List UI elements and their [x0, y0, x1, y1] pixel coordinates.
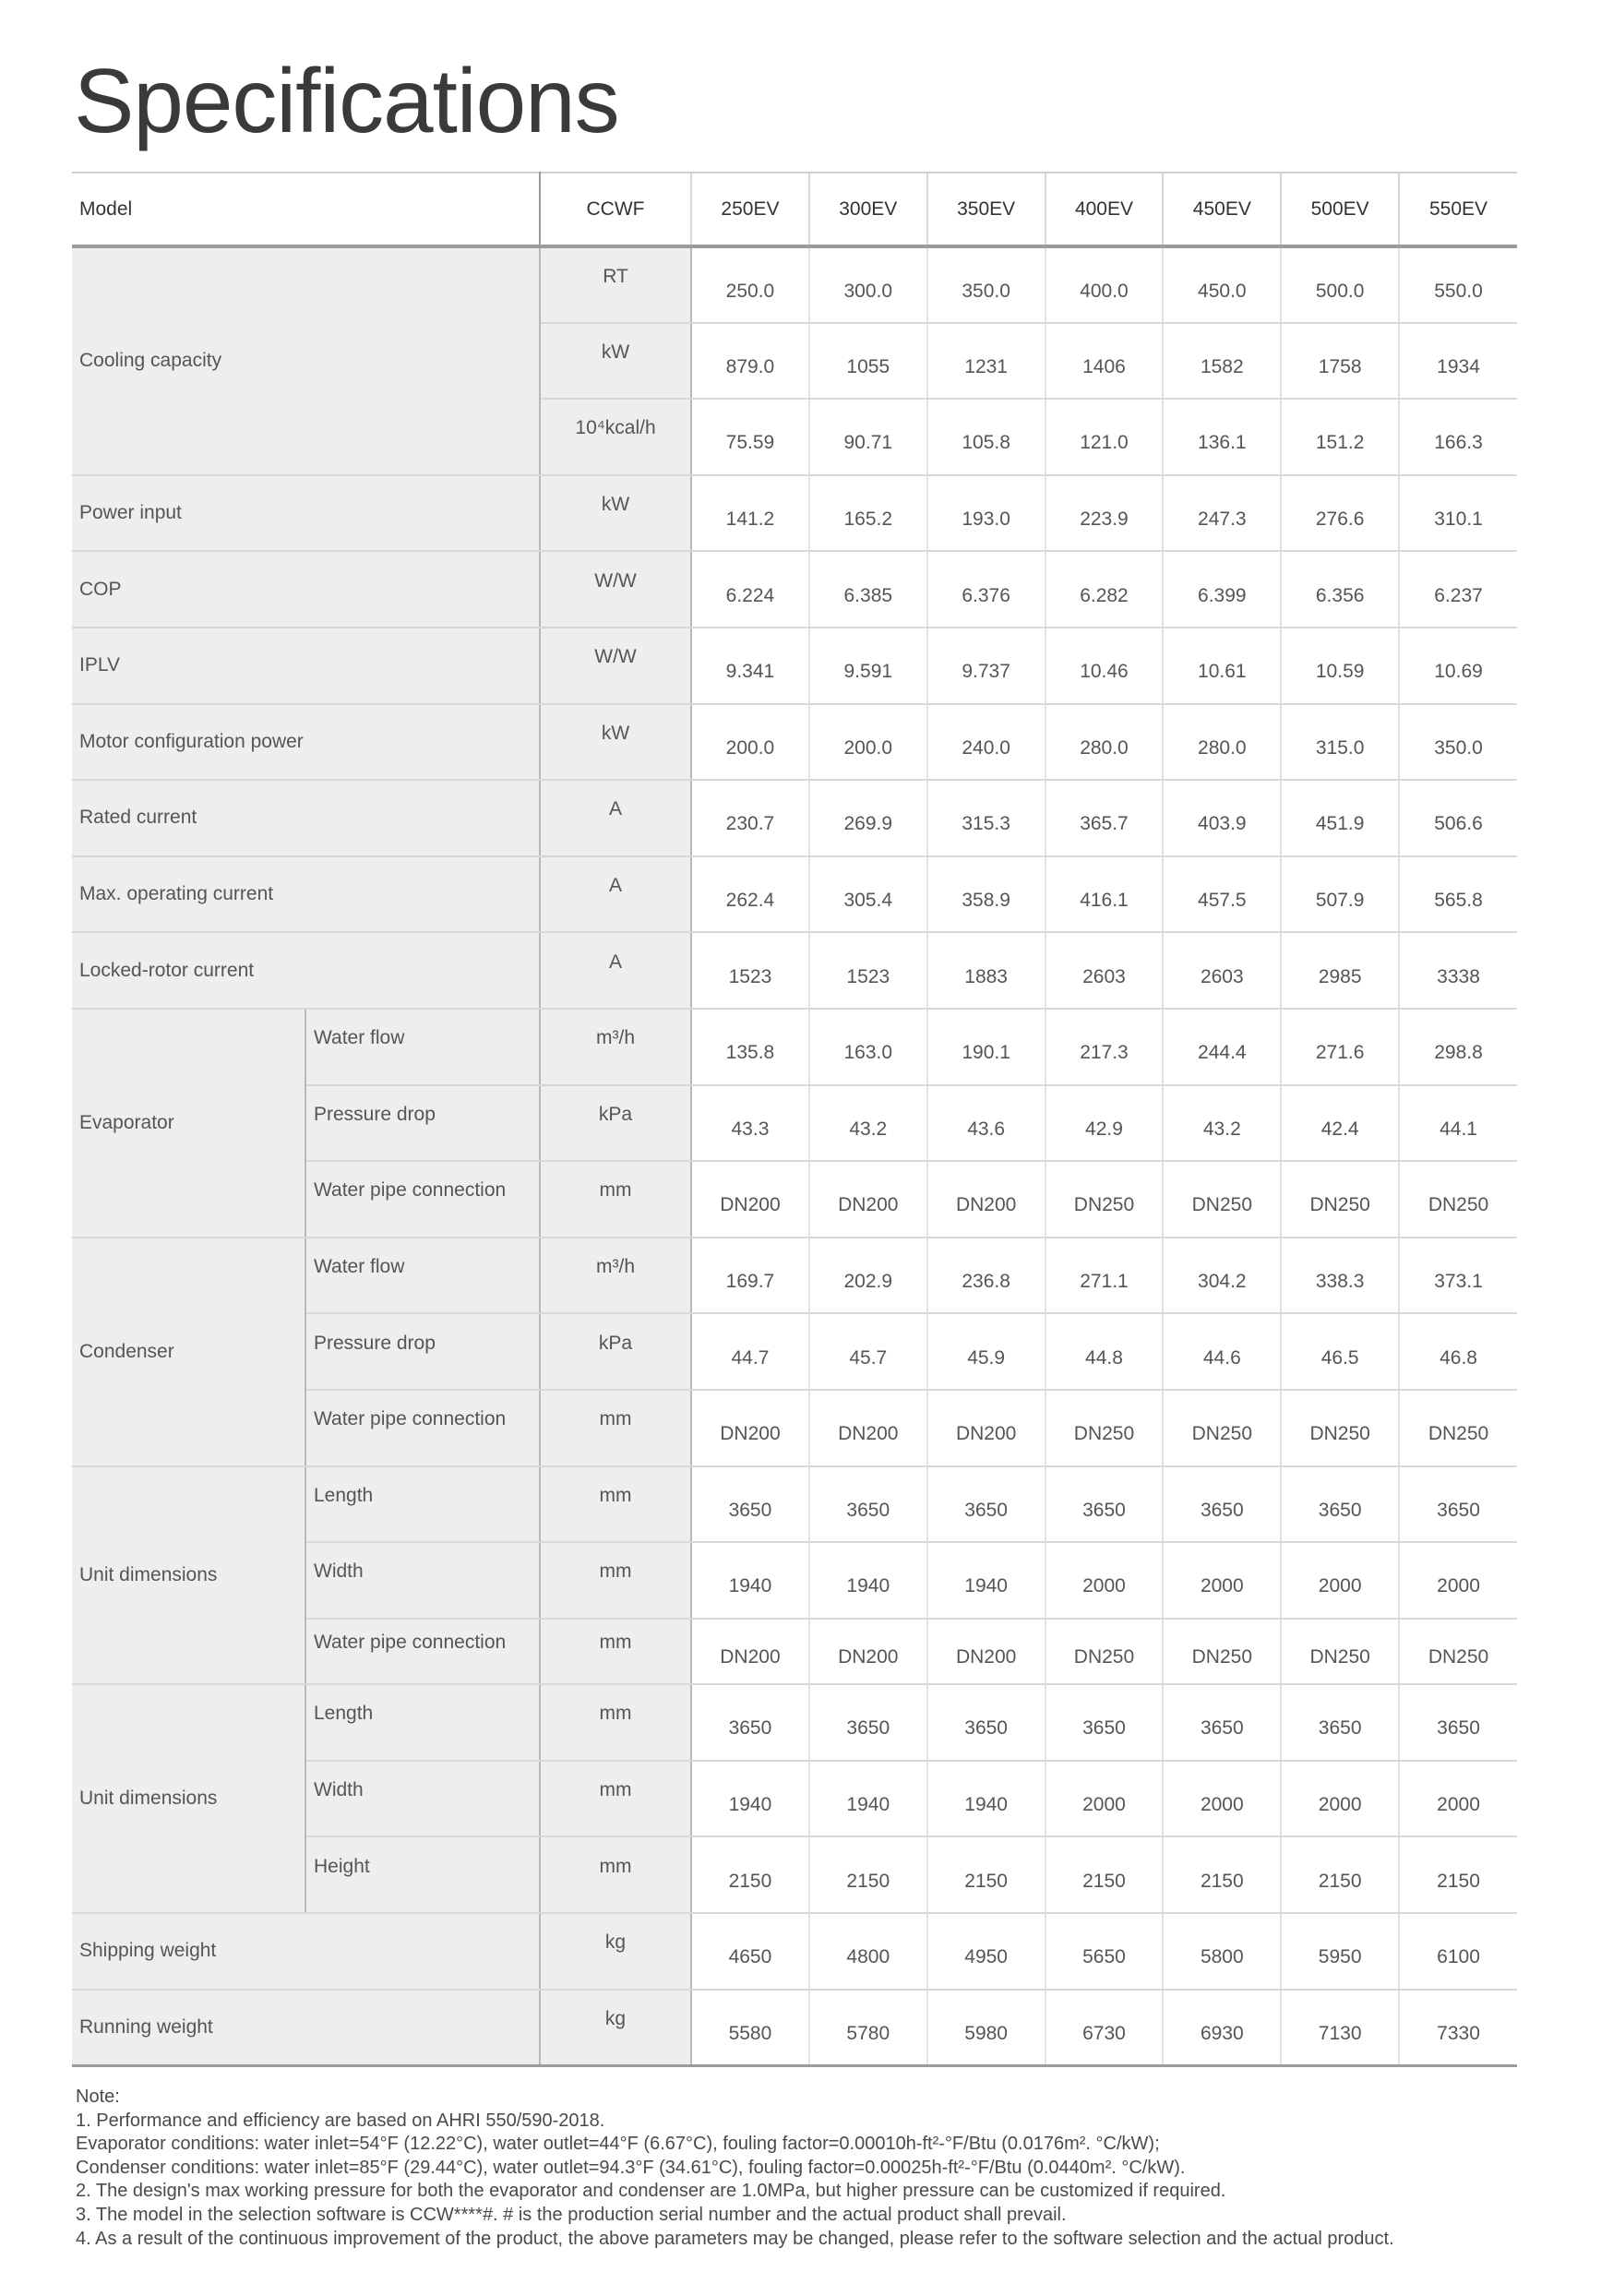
- table-row: [72, 1990, 1517, 2066]
- table-row: [72, 475, 1517, 552]
- value-cell: 280.0: [1045, 704, 1164, 781]
- value-cell: 2000: [1163, 1542, 1281, 1619]
- note-line: 3. The model in the selection software is CCW****#. # is the production serial number and the actual product shall prevail.: [76, 2204, 1067, 2225]
- table-row: [72, 246, 1517, 323]
- value-cell: 42.9: [1045, 1085, 1164, 1162]
- row-label: COP: [72, 551, 540, 628]
- table-row: [72, 1009, 1517, 1085]
- row-unit: kW: [540, 323, 691, 400]
- value-cell: 365.7: [1045, 780, 1164, 856]
- value-cell: 44.1: [1399, 1085, 1517, 1162]
- header-model-300ev: 300EV: [809, 173, 927, 246]
- value-cell: 416.1: [1045, 856, 1164, 933]
- value-cell: 507.9: [1281, 856, 1399, 933]
- value-cell: DN200: [691, 1390, 809, 1466]
- value-cell: 358.9: [927, 856, 1045, 933]
- row-unit: m³/h: [540, 1238, 691, 1314]
- value-cell: 141.2: [691, 475, 809, 552]
- value-cell: 236.8: [927, 1238, 1045, 1314]
- value-cell: 165.2: [809, 475, 927, 552]
- value-cell: 1940: [809, 1542, 927, 1619]
- row-sublabel: Height: [305, 1836, 540, 1913]
- row-unit: kPa: [540, 1313, 691, 1390]
- value-cell: 10.69: [1399, 628, 1517, 704]
- value-cell: 2150: [1399, 1836, 1517, 1913]
- value-cell: DN250: [1045, 1161, 1164, 1238]
- value-cell: DN250: [1281, 1161, 1399, 1238]
- value-cell: 43.2: [809, 1085, 927, 1162]
- value-cell: 42.4: [1281, 1085, 1399, 1162]
- value-cell: DN250: [1399, 1619, 1517, 1685]
- value-cell: 3650: [1045, 1684, 1164, 1761]
- value-cell: 280.0: [1163, 704, 1281, 781]
- row-sublabel: Length: [305, 1684, 540, 1761]
- value-cell: 44.6: [1163, 1313, 1281, 1390]
- note-line: Condenser conditions: water inlet=85°F (29.44°C), water outlet=94.3°F (34.61°C), fouling factor=0.00025h-ft²-°F/Btu (0.0440m². °C/kW).: [76, 2157, 1186, 2178]
- row-sublabel: Water pipe connection: [305, 1619, 540, 1685]
- row-unit: mm: [540, 1619, 691, 1685]
- value-cell: 1883: [927, 932, 1045, 1009]
- row-sublabel: Pressure drop: [305, 1313, 540, 1390]
- value-cell: 3650: [691, 1684, 809, 1761]
- value-cell: 3650: [1399, 1684, 1517, 1761]
- value-cell: 43.2: [1163, 1085, 1281, 1162]
- table-row: [72, 1466, 1517, 1543]
- value-cell: 6.282: [1045, 551, 1164, 628]
- value-cell: 1406: [1045, 323, 1164, 400]
- table-row: [72, 856, 1517, 933]
- value-cell: 1940: [809, 1761, 927, 1837]
- row-label: IPLV: [72, 628, 540, 704]
- value-cell: 10.61: [1163, 628, 1281, 704]
- value-cell: DN250: [1399, 1390, 1517, 1466]
- note-line: 4. As a result of the continuous improvement of the product, the above parameters may be changed, please refer to the software selection and the actual product.: [76, 2228, 1394, 2249]
- row-unit: RT: [540, 246, 691, 323]
- value-cell: DN200: [927, 1161, 1045, 1238]
- value-cell: DN200: [927, 1390, 1045, 1466]
- value-cell: DN250: [1281, 1390, 1399, 1466]
- value-cell: 75.59: [691, 399, 809, 475]
- row-label: Cooling capacity: [72, 246, 540, 475]
- note-line: Evaporator conditions: water inlet=54°F (12.22°C), water outlet=44°F (6.67°C), fouling factor=0.00010h-ft²-°F/Btu (0.0176m². °C/kW);: [76, 2134, 1160, 2155]
- table-row: [72, 780, 1517, 856]
- value-cell: 2603: [1163, 932, 1281, 1009]
- value-cell: 373.1: [1399, 1238, 1517, 1314]
- value-cell: 44.8: [1045, 1313, 1164, 1390]
- value-cell: 5650: [1045, 1913, 1164, 1990]
- value-cell: 10.59: [1281, 628, 1399, 704]
- value-cell: 1940: [691, 1761, 809, 1837]
- specifications-table: [72, 172, 1517, 2067]
- value-cell: 2000: [1281, 1761, 1399, 1837]
- value-cell: DN200: [809, 1390, 927, 1466]
- value-cell: 269.9: [809, 780, 927, 856]
- header-model-350ev: 350EV: [927, 173, 1045, 246]
- value-cell: 300.0: [809, 246, 927, 323]
- value-cell: 271.6: [1281, 1009, 1399, 1085]
- row-label: Running weight: [72, 1990, 540, 2066]
- value-cell: DN250: [1281, 1619, 1399, 1685]
- value-cell: 4650: [691, 1913, 809, 1990]
- value-cell: 200.0: [809, 704, 927, 781]
- value-cell: 5800: [1163, 1913, 1281, 1990]
- table-header-row: [72, 173, 1517, 246]
- value-cell: 5980: [927, 1990, 1045, 2066]
- row-unit: kPa: [540, 1085, 691, 1162]
- value-cell: DN250: [1163, 1390, 1281, 1466]
- header-model: Model: [72, 173, 540, 246]
- row-sublabel: Width: [305, 1761, 540, 1837]
- value-cell: 2150: [691, 1836, 809, 1913]
- value-cell: 315.3: [927, 780, 1045, 856]
- value-cell: 2000: [1045, 1761, 1164, 1837]
- value-cell: 3650: [1281, 1684, 1399, 1761]
- table-row: [72, 551, 1517, 628]
- row-sublabel: Water pipe connection: [305, 1390, 540, 1466]
- value-cell: 3338: [1399, 932, 1517, 1009]
- row-unit: W/W: [540, 628, 691, 704]
- value-cell: 3650: [1281, 1466, 1399, 1543]
- table-row: [72, 1684, 1517, 1761]
- row-unit: kW: [540, 704, 691, 781]
- value-cell: 2150: [1045, 1836, 1164, 1913]
- value-cell: 9.341: [691, 628, 809, 704]
- value-cell: 6.356: [1281, 551, 1399, 628]
- value-cell: 1582: [1163, 323, 1281, 400]
- value-cell: 43.6: [927, 1085, 1045, 1162]
- value-cell: 5580: [691, 1990, 809, 2066]
- row-unit: mm: [540, 1684, 691, 1761]
- row-sublabel: Pressure drop: [305, 1085, 540, 1162]
- value-cell: 2150: [1163, 1836, 1281, 1913]
- table-row: [72, 628, 1517, 704]
- row-unit: kg: [540, 1913, 691, 1990]
- value-cell: 565.8: [1399, 856, 1517, 933]
- value-cell: 217.3: [1045, 1009, 1164, 1085]
- value-cell: 6930: [1163, 1990, 1281, 2066]
- value-cell: 2000: [1163, 1761, 1281, 1837]
- value-cell: 550.0: [1399, 246, 1517, 323]
- value-cell: 3650: [809, 1684, 927, 1761]
- row-unit: A: [540, 780, 691, 856]
- value-cell: 305.4: [809, 856, 927, 933]
- value-cell: 121.0: [1045, 399, 1164, 475]
- value-cell: 403.9: [1163, 780, 1281, 856]
- row-unit: 10⁴kcal/h: [540, 399, 691, 475]
- value-cell: 190.1: [927, 1009, 1045, 1085]
- value-cell: DN200: [691, 1161, 809, 1238]
- header-model-450ev: 450EV: [1163, 173, 1281, 246]
- row-label: Rated current: [72, 780, 540, 856]
- value-cell: 4950: [927, 1913, 1045, 1990]
- row-unit: mm: [540, 1161, 691, 1238]
- value-cell: 223.9: [1045, 475, 1164, 552]
- value-cell: 136.1: [1163, 399, 1281, 475]
- value-cell: 2000: [1281, 1542, 1399, 1619]
- row-sublabel: Length: [305, 1466, 540, 1543]
- value-cell: 506.6: [1399, 780, 1517, 856]
- value-cell: DN250: [1163, 1161, 1281, 1238]
- value-cell: DN250: [1045, 1390, 1164, 1466]
- row-unit: W/W: [540, 551, 691, 628]
- value-cell: DN200: [809, 1161, 927, 1238]
- row-label: Locked-rotor current: [72, 932, 540, 1009]
- header-model-500ev: 500EV: [1281, 173, 1399, 246]
- value-cell: 6.237: [1399, 551, 1517, 628]
- value-cell: 3650: [927, 1684, 1045, 1761]
- value-cell: 2150: [1281, 1836, 1399, 1913]
- header-model-550ev: 550EV: [1399, 173, 1517, 246]
- value-cell: 1231: [927, 323, 1045, 400]
- value-cell: 457.5: [1163, 856, 1281, 933]
- value-cell: 3650: [691, 1466, 809, 1543]
- table-row: [72, 704, 1517, 781]
- value-cell: 230.7: [691, 780, 809, 856]
- value-cell: 2985: [1281, 932, 1399, 1009]
- value-cell: 244.4: [1163, 1009, 1281, 1085]
- value-cell: 105.8: [927, 399, 1045, 475]
- row-label: Condenser: [72, 1238, 305, 1466]
- row-unit: mm: [540, 1542, 691, 1619]
- value-cell: 163.0: [809, 1009, 927, 1085]
- value-cell: 151.2: [1281, 399, 1399, 475]
- row-sublabel: Width: [305, 1542, 540, 1619]
- value-cell: 451.9: [1281, 780, 1399, 856]
- value-cell: 4800: [809, 1913, 927, 1990]
- value-cell: 5950: [1281, 1913, 1399, 1990]
- value-cell: 2000: [1045, 1542, 1164, 1619]
- value-cell: 262.4: [691, 856, 809, 933]
- value-cell: 2000: [1399, 1761, 1517, 1837]
- value-cell: 298.8: [1399, 1009, 1517, 1085]
- value-cell: 5780: [809, 1990, 927, 2066]
- value-cell: 1055: [809, 323, 927, 400]
- value-cell: 2150: [927, 1836, 1045, 1913]
- value-cell: 338.3: [1281, 1238, 1399, 1314]
- value-cell: 240.0: [927, 704, 1045, 781]
- value-cell: 3650: [809, 1466, 927, 1543]
- row-label: Evaporator: [72, 1009, 305, 1238]
- note-line: 2. The design's max working pressure for both the evaporator and condenser are 1.0MPa, but higher pressure can be customized if required.: [76, 2181, 1226, 2202]
- value-cell: DN200: [927, 1619, 1045, 1685]
- row-label: Unit dimensions: [72, 1466, 305, 1685]
- value-cell: 46.8: [1399, 1313, 1517, 1390]
- row-label: Shipping weight: [72, 1913, 540, 1990]
- header-model-400ev: 400EV: [1045, 173, 1164, 246]
- value-cell: 193.0: [927, 475, 1045, 552]
- value-cell: 1940: [927, 1761, 1045, 1837]
- value-cell: 276.6: [1281, 475, 1399, 552]
- value-cell: 1940: [927, 1542, 1045, 1619]
- value-cell: 1758: [1281, 323, 1399, 400]
- table-body: [72, 246, 1517, 2065]
- value-cell: 166.3: [1399, 399, 1517, 475]
- page-title: Specifications: [74, 50, 619, 151]
- value-cell: 304.2: [1163, 1238, 1281, 1314]
- row-unit: kW: [540, 475, 691, 552]
- value-cell: 9.737: [927, 628, 1045, 704]
- table-row: [72, 932, 1517, 1009]
- row-label: Unit dimensions: [72, 1684, 305, 1913]
- value-cell: 450.0: [1163, 246, 1281, 323]
- value-cell: 2000: [1399, 1542, 1517, 1619]
- value-cell: 2150: [809, 1836, 927, 1913]
- notes-section: [76, 2086, 1534, 2251]
- note-heading: Note:: [76, 2087, 120, 2107]
- value-cell: 350.0: [1399, 704, 1517, 781]
- value-cell: 10.46: [1045, 628, 1164, 704]
- value-cell: 1940: [691, 1542, 809, 1619]
- value-cell: 7330: [1399, 1990, 1517, 2066]
- row-unit: mm: [540, 1836, 691, 1913]
- value-cell: 6730: [1045, 1990, 1164, 2066]
- value-cell: 6.385: [809, 551, 927, 628]
- row-label: Max. operating current: [72, 856, 540, 933]
- value-cell: 879.0: [691, 323, 809, 400]
- row-unit: mm: [540, 1390, 691, 1466]
- row-unit: A: [540, 932, 691, 1009]
- value-cell: 6.399: [1163, 551, 1281, 628]
- value-cell: DN250: [1399, 1161, 1517, 1238]
- value-cell: 90.71: [809, 399, 927, 475]
- value-cell: 247.3: [1163, 475, 1281, 552]
- row-unit: A: [540, 856, 691, 933]
- header-model-250ev: 250EV: [691, 173, 809, 246]
- note-line: 1. Performance and efficiency are based on AHRI 550/590-2018.: [76, 2110, 605, 2131]
- row-unit: mm: [540, 1466, 691, 1543]
- value-cell: 43.3: [691, 1085, 809, 1162]
- value-cell: 310.1: [1399, 475, 1517, 552]
- value-cell: 400.0: [1045, 246, 1164, 323]
- value-cell: DN200: [691, 1619, 809, 1685]
- value-cell: 169.7: [691, 1238, 809, 1314]
- value-cell: 1523: [809, 932, 927, 1009]
- value-cell: 44.7: [691, 1313, 809, 1390]
- value-cell: 271.1: [1045, 1238, 1164, 1314]
- value-cell: 3650: [927, 1466, 1045, 1543]
- row-sublabel: Water pipe connection: [305, 1161, 540, 1238]
- header-ccwf: CCWF: [540, 173, 691, 246]
- value-cell: 3650: [1163, 1684, 1281, 1761]
- value-cell: 3650: [1163, 1466, 1281, 1543]
- value-cell: 3650: [1399, 1466, 1517, 1543]
- value-cell: 250.0: [691, 246, 809, 323]
- value-cell: 1934: [1399, 323, 1517, 400]
- row-unit: m³/h: [540, 1009, 691, 1085]
- value-cell: DN200: [809, 1619, 927, 1685]
- value-cell: 202.9: [809, 1238, 927, 1314]
- row-label: Power input: [72, 475, 540, 552]
- value-cell: 6.376: [927, 551, 1045, 628]
- value-cell: 2603: [1045, 932, 1164, 1009]
- value-cell: 45.7: [809, 1313, 927, 1390]
- value-cell: 6.224: [691, 551, 809, 628]
- row-sublabel: Water flow: [305, 1009, 540, 1085]
- table-row: [72, 1238, 1517, 1314]
- value-cell: DN250: [1163, 1619, 1281, 1685]
- value-cell: 350.0: [927, 246, 1045, 323]
- value-cell: 135.8: [691, 1009, 809, 1085]
- row-label: Motor configuration power: [72, 704, 540, 781]
- value-cell: 45.9: [927, 1313, 1045, 1390]
- table-row: [72, 1913, 1517, 1990]
- row-unit: mm: [540, 1761, 691, 1837]
- row-sublabel: Water flow: [305, 1238, 540, 1314]
- value-cell: 1523: [691, 932, 809, 1009]
- value-cell: 200.0: [691, 704, 809, 781]
- value-cell: 7130: [1281, 1990, 1399, 2066]
- value-cell: 500.0: [1281, 246, 1399, 323]
- value-cell: 46.5: [1281, 1313, 1399, 1390]
- value-cell: 3650: [1045, 1466, 1164, 1543]
- value-cell: DN250: [1045, 1619, 1164, 1685]
- row-unit: kg: [540, 1990, 691, 2066]
- value-cell: 315.0: [1281, 704, 1399, 781]
- value-cell: 6100: [1399, 1913, 1517, 1990]
- value-cell: 9.591: [809, 628, 927, 704]
